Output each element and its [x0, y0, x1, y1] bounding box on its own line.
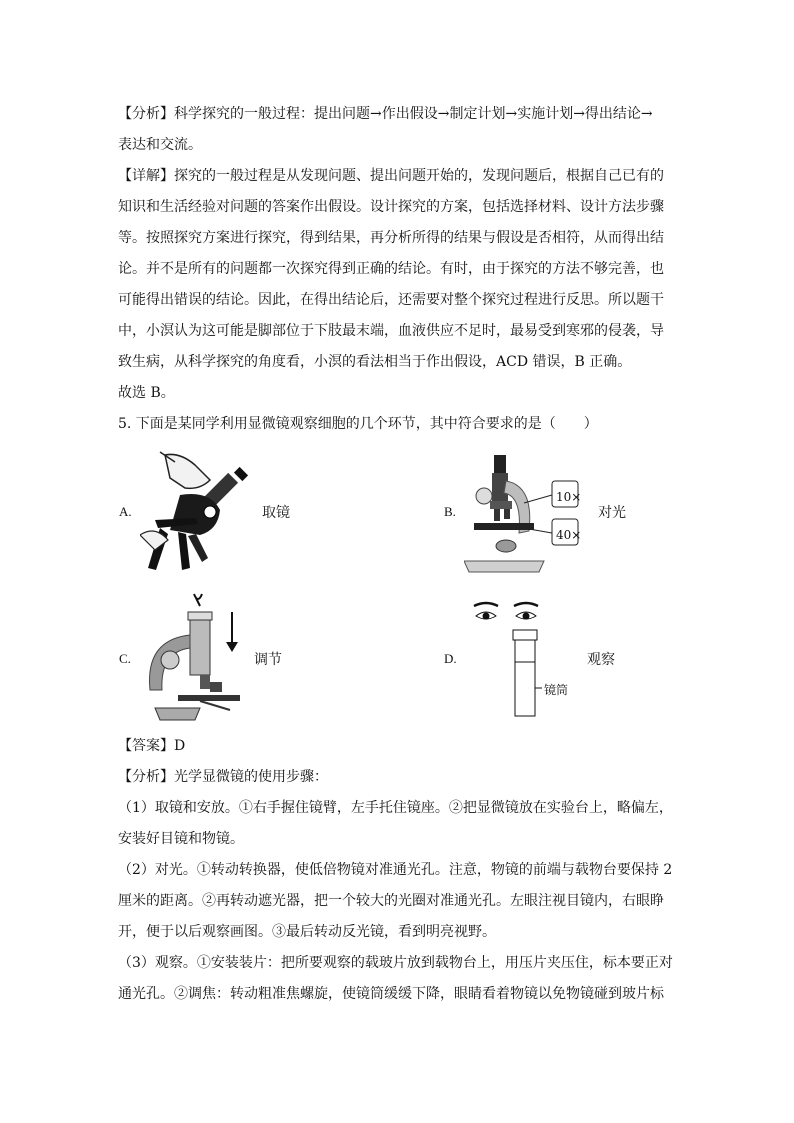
- option-a-label: A.: [119, 504, 132, 519]
- steps-line-1: 【分析】光学显微镜的使用步骤：: [118, 769, 328, 785]
- steps-line-6: 开，便于以后观察画图。③最后转动反光镜，看到明亮视野。: [118, 924, 496, 940]
- steps-line-2: （1）取镜和安放。①右手握住镜臂，左手托住镜座。②把显微镜放在实验台上，略偏左，: [118, 800, 673, 816]
- option-b-label: B.: [444, 504, 456, 519]
- option-a-figure: [140, 450, 255, 575]
- option-d-figure: [466, 592, 578, 722]
- detail-line-5: 可能得出错误的结论。因此，在得出结论后，还需要对整个探究过程进行反思。所以题干: [118, 292, 664, 308]
- detail-line-6: 中，小溟认为这可能是脚部位于下肢最末端，血液供应不足时，最易受到寒邪的侵袭，导: [118, 323, 664, 339]
- option-a-word: 取镜: [262, 505, 290, 521]
- option-d-word: 观察: [587, 652, 615, 668]
- detail-line-1: 【详解】探究的一般过程是从发现问题、提出问题开始的，发现问题后，根据自己已有的: [118, 168, 664, 184]
- steps-line-7: （3）观察。①安装装片：把所要观察的载玻片放到载物台上，用压片夹压住，标本要正对: [118, 955, 673, 971]
- steps-line-8: 通光孔。②调焦：转动粗准焦螺旋，使镜筒缓缓下降，眼睛看着物镜以免物镜碰到玻片标: [118, 986, 664, 1002]
- detail-line-4: 论。并不是所有的问题都一次探究得到正确的结论。有时，由于探究的方法不够完善，也: [118, 261, 664, 277]
- option-b-figure: [464, 451, 589, 574]
- option-b-mag-40x: 40×: [556, 528, 582, 542]
- detail-line-7: 致生病，从科学探究的角度看，小溟的看法相当于作出假设，ACD 错误，B 正确。: [118, 354, 632, 370]
- answer-text: 【答案】D: [118, 738, 186, 754]
- analysis-line-1: 【分析】科学探究的一般过程：提出问题→作出假设→制定计划→实施计划→得出结论→: [118, 106, 653, 122]
- steps-line-4: （2）对光。①转动转换器，使低倍物镜对准通光孔。注意，物镜的前端与载物台要保持 2: [118, 862, 673, 878]
- option-c-figure: [140, 590, 250, 723]
- option-b-word: 对光: [598, 505, 626, 521]
- detail-conclusion: 故选 B。: [118, 385, 175, 401]
- question-text: 5. 下面是某同学利用显微镜观察细胞的几个环节，其中符合要求的是（ ）: [118, 416, 598, 432]
- detail-line-2: 知识和生活经验对问题的答案作出假设。设计探究的方案，包括选择材料、设计方法步骤: [118, 199, 664, 215]
- option-d-tube-label: 镜筒: [544, 683, 569, 697]
- option-d-label: D.: [444, 651, 457, 666]
- steps-line-3: 安装好目镜和物镜。: [118, 831, 244, 847]
- option-b-mag-10x: 10×: [556, 490, 582, 504]
- option-c-label: C.: [119, 651, 131, 666]
- steps-line-5: 厘米的距离。②再转动遮光器，把一个较大的光圈对准通光孔。左眼注视目镜内，右眼睁: [118, 893, 664, 909]
- option-c-word: 调节: [254, 652, 282, 668]
- detail-line-3: 等。按照探究方案进行探究，得到结果，再分析所得的结果与假设是否相符，从而得出结: [118, 230, 664, 246]
- analysis-line-2: 表达和交流。: [118, 137, 202, 153]
